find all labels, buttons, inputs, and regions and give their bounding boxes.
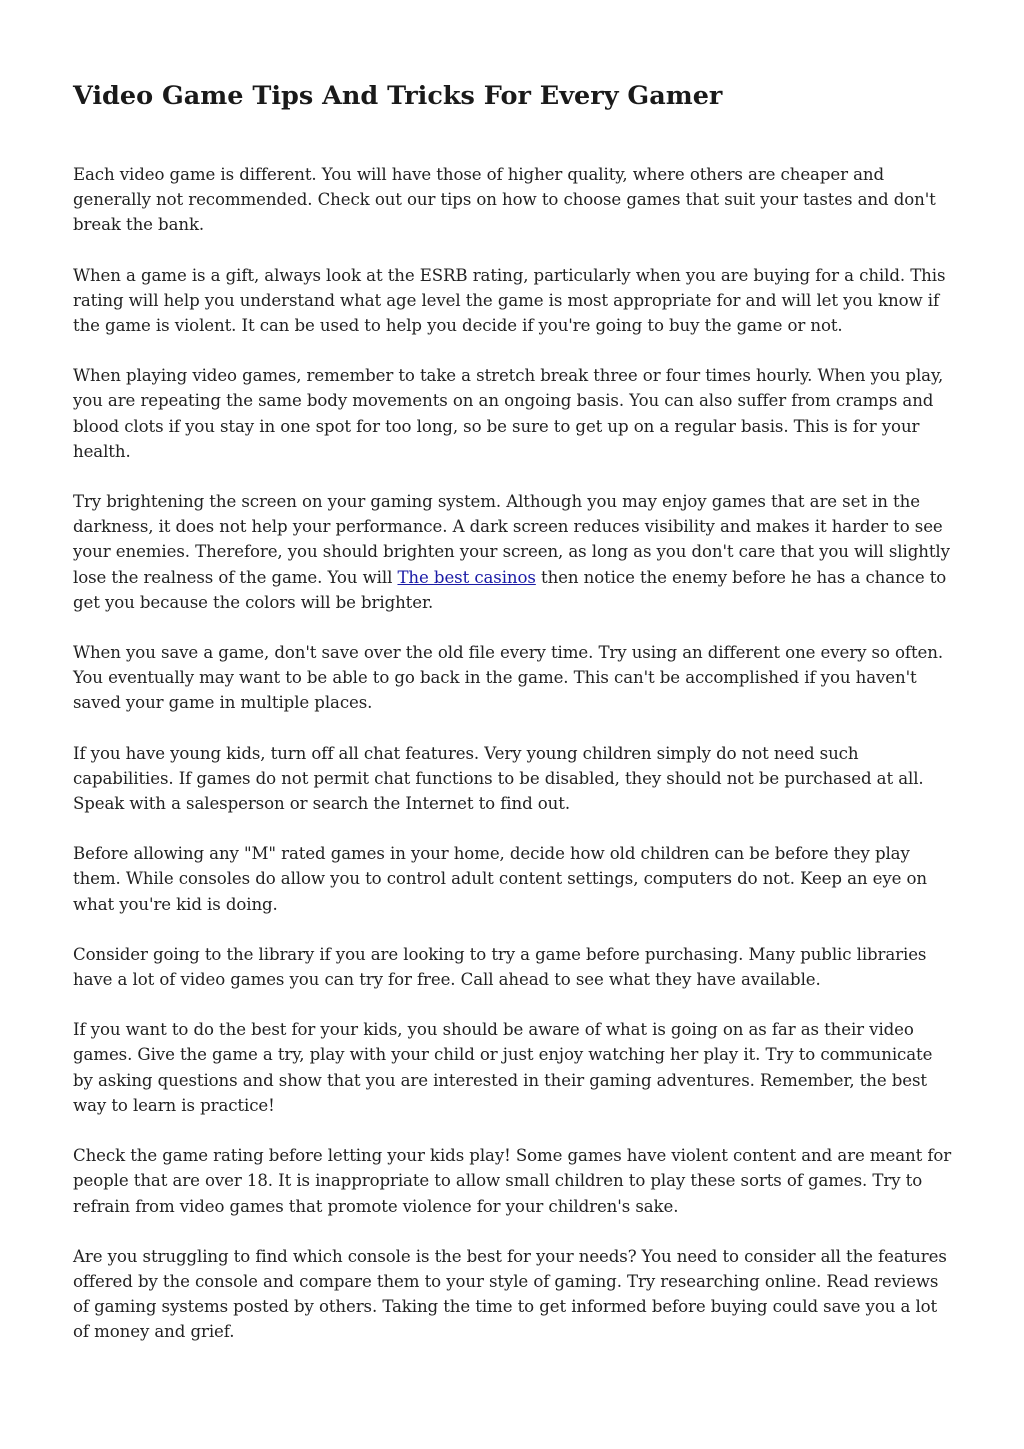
paragraph-2: When a game is a gift, always look at the ESRB rating, particularly when you are buying for a child. This rating will help you understand what age level the game is most appropriate for and will let you know if the game is violent. It can be used to help you decide if you're going to buy the game or not.: [73, 265, 946, 336]
paragraph-3: When playing video games, remember to take a stretch break three or four times hourly. When you play, you are repeating the same body movements on an ongoing basis. You can also suffer from cramps and blood clots if you stay in one spot for too long, so be sure to get up on a regular basis. This is for your health.: [73, 366, 944, 461]
paragraph-5: When you save a game, don't save over the old file every time. Try using an different one every so often. You eventually may want to be able to go back in the game. This can't be accomplished if you haven't saved your game in multiple places.: [73, 643, 944, 713]
paragraph-11: Are you struggling to find which console is the best for your needs? You need to consider all the features offered by the console and compare them to your style of gaming. Try researching online. Read reviews of gaming systems posted by others. Taking the time to get informed before buying could save you a lot of money and grief.: [73, 1246, 947, 1342]
paragraph-10: Check the game rating before letting your kids play! Some games have violent content and are meant for people that are over 18. It is inappropriate to allow small children to play these sorts of games. Try to refrain from video games that promote violence for your children's sake.: [73, 1146, 952, 1216]
paragraph-6: If you have young kids, turn off all chat features. Very young children simply do not need such capabilities. If games do not permit chat functions to be disabled, they should not be purchased at all. Speak with a salesperson or search the Internet to find out.: [73, 743, 924, 814]
paragraph-9: If you want to do the best for your kids, you should be aware of what is going on as far as their video games. Give the game a try, play with your child or just enjoy watching her play it. Try to communicate by asking questions and show that you are interested in their gaming adventures. Remember, the best way to learn is practice!: [73, 1020, 933, 1115]
paragraph-4-text-after-link: then notice the enemy before he has a chance to get you because the colors will be brighter.: [73, 567, 947, 612]
paragraph-8: Consider going to the library if you are looking to try a game before purchasing. Many public libraries have a lot of video games you can try for free. Call ahead to see what they have available.: [73, 944, 927, 990]
paragraph-7: Before allowing any "M" rated games in your home, decide how old children can be before they play them. While consoles do allow you to control adult content settings, computers do not. Keep an eye on what you're kid is doing.: [73, 844, 927, 914]
paragraph-4-text-before-link: Try brightening the screen on your gaming system. Although you may enjoy games that are set in the darkness, it does not help your performance. A dark screen reduces visibility and makes it harder to see your enemies. Therefore, you should brighten your screen, as long as you don't care that you will slightly lose the realness of the game. You will: [73, 492, 950, 587]
document-body: [73, 162, 953, 1370]
best-casinos-link[interactable]: The best casinos: [397, 567, 536, 587]
paragraph-4: [73, 489, 953, 615]
document-title: Video Game Tips And Tricks For Every Gamer: [73, 81, 723, 111]
paragraph-1: Each video game is different. You will have those of higher quality, where others are cheaper and generally not recommended. Check out our tips on how to choose games that suit your tastes and don't break the bank.: [73, 165, 936, 235]
